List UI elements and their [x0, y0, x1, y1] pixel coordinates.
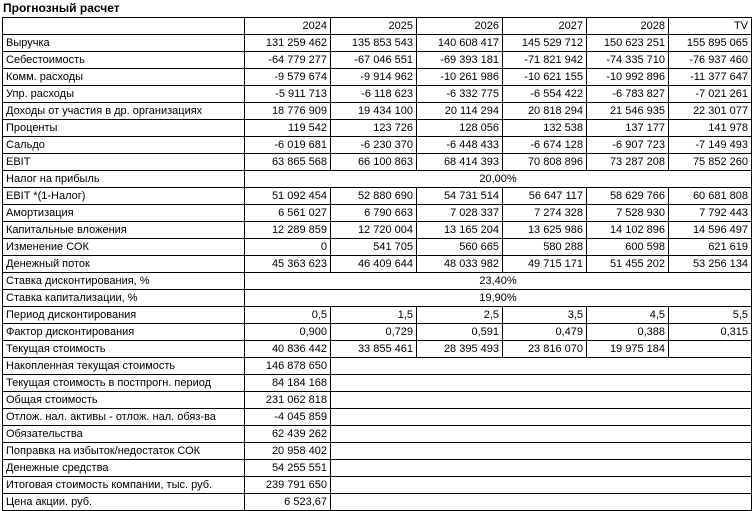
cell-value[interactable]: 0,900	[245, 324, 331, 341]
table-header	[3, 18, 752, 35]
table-row	[3, 137, 752, 154]
cell-value[interactable]: 132 538	[503, 120, 587, 137]
row-label[interactable]: Обязательства	[3, 426, 245, 443]
empty-area	[331, 375, 752, 392]
row-label[interactable]: Текущая стоимость	[3, 341, 245, 358]
cell-value[interactable]: 40 836 442	[245, 341, 331, 358]
row-label[interactable]: Поправка на избыток/недостаток СОК	[3, 443, 245, 460]
cell-value[interactable]: -74 335 710	[587, 52, 669, 69]
table-row	[3, 154, 752, 171]
cell-value[interactable]: 2,5	[417, 307, 503, 324]
cell-value[interactable]: 12 289 859	[245, 222, 331, 239]
cell-value[interactable]: 13 165 204	[417, 222, 503, 239]
row-label[interactable]: Изменение СОК	[3, 239, 245, 256]
cell-value[interactable]: 14 596 497	[669, 222, 752, 239]
cell-value[interactable]: -71 821 942	[503, 52, 587, 69]
cell-value[interactable]: -6 554 422	[503, 86, 587, 103]
cell-value[interactable]: -11 377 647	[669, 69, 752, 86]
cell-value[interactable]: 141 978	[669, 120, 752, 137]
row-label[interactable]: Период дисконтирования	[3, 307, 245, 324]
table-row	[3, 273, 752, 290]
cell-value[interactable]: -6 019 681	[245, 137, 331, 154]
table-row	[3, 239, 752, 256]
table-row	[3, 443, 752, 460]
cell-value[interactable]: 140 608 417	[417, 35, 503, 52]
cell-value[interactable]: 19 434 100	[331, 103, 417, 120]
cell-value[interactable]: 150 623 251	[587, 35, 669, 52]
table-row	[3, 86, 752, 103]
cell-value[interactable]: 20 114 294	[417, 103, 503, 120]
cell-value[interactable]: 73 287 208	[587, 154, 669, 171]
cell-value[interactable]: -6 332 775	[417, 86, 503, 103]
table-row	[3, 52, 752, 69]
cell-value[interactable]: -9 914 962	[331, 69, 417, 86]
cell-value[interactable]: 600 598	[587, 239, 669, 256]
table-row	[3, 188, 752, 205]
header-cell-year[interactable]: 2028	[587, 18, 669, 35]
cell-value[interactable]: 119 542	[245, 120, 331, 137]
cell-value[interactable]: 135 853 543	[331, 35, 417, 52]
row-label[interactable]: Текущая стоимость в постпрогн. период	[3, 375, 245, 392]
cell-value[interactable]: 54 255 551	[245, 460, 331, 477]
cell-value[interactable]: 62 439 262	[245, 426, 331, 443]
cell-value[interactable]: 0,591	[417, 324, 503, 341]
cell-value[interactable]: 21 546 935	[587, 103, 669, 120]
cell-value[interactable]: 63 865 568	[245, 154, 331, 171]
empty-area	[331, 443, 752, 460]
cell-value[interactable]: -10 992 896	[587, 69, 669, 86]
row-label[interactable]: Упр. расходы	[3, 86, 245, 103]
cell-value[interactable]: -6 118 623	[331, 86, 417, 103]
table-row	[3, 409, 752, 426]
cell-value[interactable]: -6 783 827	[587, 86, 669, 103]
cell-value[interactable]: 5,5	[669, 307, 752, 324]
cell-value[interactable]: 146 878 650	[245, 358, 331, 375]
cell-value[interactable]: 4,5	[587, 307, 669, 324]
cell-value[interactable]: -7 021 261	[669, 86, 752, 103]
row-label[interactable]: Доходы от участия в др. организациях	[3, 103, 245, 120]
cell-value[interactable]: 6 790 663	[331, 205, 417, 222]
forecast-table	[2, 17, 752, 511]
table-row	[3, 392, 752, 409]
cell-value[interactable]: 22 301 077	[669, 103, 752, 120]
cell-value[interactable]: 0,729	[331, 324, 417, 341]
table-row	[3, 205, 752, 222]
cell-value[interactable]: -4 045 859	[245, 409, 331, 426]
row-label[interactable]: Фактор дисконтирования	[3, 324, 245, 341]
table-row	[3, 256, 752, 273]
row-label[interactable]: Комм. расходы	[3, 69, 245, 86]
cell-value[interactable]: 7 274 328	[503, 205, 587, 222]
cell-value[interactable]: 7 028 337	[417, 205, 503, 222]
table-row	[3, 460, 752, 477]
cell-value[interactable]: 53 256 134	[669, 256, 752, 273]
table-row	[3, 477, 752, 494]
cell-value[interactable]: 23 816 070	[503, 341, 587, 358]
row-label[interactable]: Ставка капитализации, %	[3, 290, 245, 307]
cell-value[interactable]: 52 880 690	[331, 188, 417, 205]
cell-value[interactable]: 48 033 982	[417, 256, 503, 273]
table-row	[3, 103, 752, 120]
cell-value[interactable]: 137 177	[587, 120, 669, 137]
table-row	[3, 307, 752, 324]
merged-value[interactable]: 23,40%	[245, 273, 752, 290]
page-title: Прогнозный расчет	[3, 1, 120, 15]
cell-value[interactable]: 6 523,67	[245, 494, 331, 511]
cell-value[interactable]: 68 414 393	[417, 154, 503, 171]
cell-value[interactable]: -5 911 713	[245, 86, 331, 103]
row-label[interactable]: Амортизация	[3, 205, 245, 222]
table-row	[3, 324, 752, 341]
cell-value[interactable]: 7 792 443	[669, 205, 752, 222]
row-label[interactable]: Проценты	[3, 120, 245, 137]
cell-value[interactable]: -10 261 986	[417, 69, 503, 86]
table-row	[3, 375, 752, 392]
cell-value[interactable]: 20 958 402	[245, 443, 331, 460]
cell-value[interactable]: 54 731 514	[417, 188, 503, 205]
cell-value[interactable]: 66 100 863	[331, 154, 417, 171]
header-cell-year[interactable]: TV	[669, 18, 752, 35]
header-cell-year[interactable]: 2025	[331, 18, 417, 35]
table-row	[3, 290, 752, 307]
cell-value[interactable]: 0,315	[669, 324, 752, 341]
cell-value[interactable]: 19 975 184	[587, 341, 669, 358]
cell-value[interactable]: -6 230 370	[331, 137, 417, 154]
row-label[interactable]: EBIT	[3, 154, 245, 171]
cell-value[interactable]: 0,388	[587, 324, 669, 341]
table-row	[3, 341, 752, 358]
cell-value[interactable]: 45 363 623	[245, 256, 331, 273]
cell-value[interactable]: 14 102 896	[587, 222, 669, 239]
row-label[interactable]: Ставка дисконтирования, %	[3, 273, 245, 290]
cell-value[interactable]: 145 529 712	[503, 35, 587, 52]
merged-value[interactable]: 19,90%	[245, 290, 752, 307]
cell-value[interactable]: 46 409 644	[331, 256, 417, 273]
cell-value[interactable]: 56 647 117	[503, 188, 587, 205]
cell-value[interactable]	[669, 341, 752, 358]
header-cell-year[interactable]: 2026	[417, 18, 503, 35]
table-row	[3, 426, 752, 443]
cell-value[interactable]: 0	[245, 239, 331, 256]
cell-value[interactable]: 123 726	[331, 120, 417, 137]
cell-value[interactable]: 20 818 294	[503, 103, 587, 120]
cell-value[interactable]: 28 395 493	[417, 341, 503, 358]
cell-value[interactable]: 6 561 027	[245, 205, 331, 222]
cell-value[interactable]: 84 184 168	[245, 375, 331, 392]
cell-value[interactable]: 0,5	[245, 307, 331, 324]
header-cell-year[interactable]: 2027	[503, 18, 587, 35]
row-label[interactable]: Цена акции. руб.	[3, 494, 245, 511]
cell-value[interactable]: 18 776 909	[245, 103, 331, 120]
cell-value[interactable]: 13 625 986	[503, 222, 587, 239]
cell-value[interactable]: 128 056	[417, 120, 503, 137]
cell-value[interactable]: -10 621 155	[503, 69, 587, 86]
header-cell-year[interactable]: 2024	[245, 18, 331, 35]
empty-area	[331, 409, 752, 426]
cell-value[interactable]: 580 288	[503, 239, 587, 256]
cell-value[interactable]: 60 681 808	[669, 188, 752, 205]
cell-value[interactable]: 239 791 650	[245, 477, 331, 494]
cell-value[interactable]: 0,479	[503, 324, 587, 341]
cell-value[interactable]: -6 674 128	[503, 137, 587, 154]
cell-value[interactable]: -7 149 493	[669, 137, 752, 154]
empty-area	[331, 358, 752, 375]
empty-area	[331, 426, 752, 443]
cell-value[interactable]: 1,5	[331, 307, 417, 324]
cell-value[interactable]: 7 528 930	[587, 205, 669, 222]
cell-value[interactable]: -76 937 460	[669, 52, 752, 69]
row-label[interactable]: Денежные средства	[3, 460, 245, 477]
empty-area	[331, 477, 752, 494]
empty-area	[331, 494, 752, 511]
row-label[interactable]: Выручка	[3, 35, 245, 52]
cell-value[interactable]: -64 779 277	[245, 52, 331, 69]
cell-value[interactable]: 33 855 461	[331, 341, 417, 358]
header-cell-empty[interactable]	[3, 18, 245, 35]
cell-value[interactable]: 12 720 004	[331, 222, 417, 239]
cell-value[interactable]: 51 092 454	[245, 188, 331, 205]
table-row	[3, 120, 752, 137]
cell-value[interactable]: -6 448 433	[417, 137, 503, 154]
cell-value[interactable]: -6 907 723	[587, 137, 669, 154]
cell-value[interactable]: 49 715 171	[503, 256, 587, 273]
row-label[interactable]: Общая стоимость	[3, 392, 245, 409]
table-body	[3, 35, 752, 511]
table-row	[3, 358, 752, 375]
cell-value[interactable]: -67 046 551	[331, 52, 417, 69]
cell-value[interactable]: 621 619	[669, 239, 752, 256]
cell-value[interactable]: 155 895 065	[669, 35, 752, 52]
header-row	[3, 18, 752, 35]
cell-value[interactable]: 131 259 462	[245, 35, 331, 52]
cell-value[interactable]: 3,5	[503, 307, 587, 324]
cell-value[interactable]: 541 705	[331, 239, 417, 256]
row-label[interactable]: Накопленная текущая стоимость	[3, 358, 245, 375]
cell-value[interactable]: -69 393 181	[417, 52, 503, 69]
row-label[interactable]: Сальдо	[3, 137, 245, 154]
merged-value[interactable]: 20,00%	[245, 171, 752, 188]
table-row	[3, 35, 752, 52]
table-row	[3, 494, 752, 511]
row-label[interactable]: Отлож. нал. активы - отлож. нал. обяз-ва	[3, 409, 245, 426]
cell-value[interactable]: 70 808 896	[503, 154, 587, 171]
row-label[interactable]: Себестоимость	[3, 52, 245, 69]
cell-value[interactable]: 231 062 818	[245, 392, 331, 409]
cell-value[interactable]: 560 665	[417, 239, 503, 256]
table-row	[3, 69, 752, 86]
table-row	[3, 222, 752, 239]
cell-value[interactable]: 51 455 202	[587, 256, 669, 273]
row-label[interactable]: Денежный поток	[3, 256, 245, 273]
cell-value[interactable]: 58 629 766	[587, 188, 669, 205]
row-label[interactable]: Итоговая стоимость компании, тыс. руб.	[3, 477, 245, 494]
row-label[interactable]: EBIT *(1-Налог)	[3, 188, 245, 205]
empty-area	[331, 460, 752, 477]
cell-value[interactable]: 75 852 260	[669, 154, 752, 171]
cell-value[interactable]: -9 579 674	[245, 69, 331, 86]
row-label[interactable]: Налог на прибыль	[3, 171, 245, 188]
empty-area	[331, 392, 752, 409]
table-row	[3, 171, 752, 188]
row-label[interactable]: Капитальные вложения	[3, 222, 245, 239]
